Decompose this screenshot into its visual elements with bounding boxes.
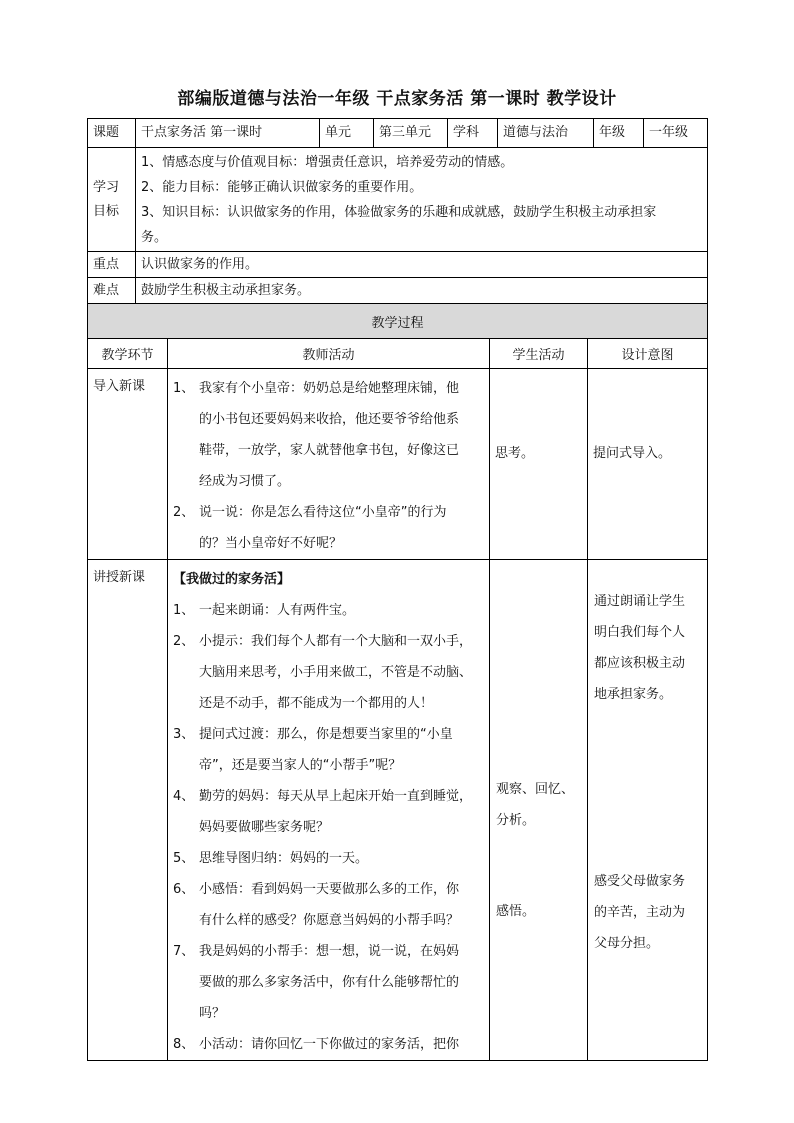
item-line: 勤劳的妈妈：每天从早上起床开始一直到睡觉， [199,789,473,804]
intro-row [88,369,708,560]
item-line: 的小书包还要妈妈来收拾，他还要爷爷给他系 [199,412,460,427]
design-note: 感受父母做家务 [594,874,686,889]
item-number: 3、 [173,727,195,742]
item-line: 吗？ [199,1006,226,1021]
design-note: 通过朗诵让学生 [594,594,686,609]
intro-teacher-activities [168,369,490,560]
item-line: 思维导图归纳：妈妈的一天。 [199,851,369,866]
topic-value: 干点家务活 第一课时 [136,119,320,148]
item-number: 7、 [173,944,195,959]
objective-line: 务。 [141,229,168,245]
key-point-label: 重点 [88,252,136,278]
column-header-teacher: 教师活动 [168,339,490,369]
design-note: 地承担家务。 [594,687,673,702]
objective-line: 2、能力目标：能够正确认识做家务的重要作用。 [141,179,423,195]
item-number: 4、 [173,789,195,804]
section-subheading: 【我做过的家务活】 [173,572,291,587]
item-line: 帝”，还是要当家人的“小帮手”呢？ [199,758,402,773]
item-line: 经成为习惯了。 [199,474,291,489]
lesson-row [88,560,708,1061]
lesson-info-table [87,118,708,304]
lesson-design-intent [588,560,708,1061]
item-line: 小活动：请你回忆一下你做过的家务活，把你 [199,1037,460,1052]
list-item [173,936,485,1029]
item-line: 大脑用来思考，小手用来做工，不管是不动脑、 [199,665,473,680]
stage-intro: 导入新课 [88,369,168,560]
design-note: 都应该积极主动 [594,656,686,671]
objectives-label-line-2: 目标 [93,203,120,219]
student-note: 观察、回忆、 [496,782,575,797]
intro-student-activity: 思考。 [490,369,588,560]
topic-label: 课题 [88,119,136,148]
lesson-student-activities [490,560,588,1061]
student-note: 感悟。 [496,904,536,919]
item-line: 的？当小皇帝好不好呢？ [199,536,343,551]
unit-value: 第三单元 [374,119,448,148]
item-number: 2、 [173,634,195,649]
list-item [173,781,485,843]
stage-lesson: 讲授新课 [88,560,168,1061]
item-line: 小感悟：看到妈妈一天要做那么多的工作，你 [199,882,460,897]
unit-label: 单元 [320,119,374,148]
objective-line: 3、知识目标：认识做家务的作用，体验做家务的乐趣和成就感，鼓励学生积极主动承担家 [141,204,657,220]
item-number: 8、 [173,1037,195,1052]
objectives-label-line-1: 学习 [93,179,120,195]
list-item [173,373,485,497]
column-header-student: 学生活动 [490,339,588,369]
item-line: 一起来朗诵：人有两件宝。 [199,603,356,618]
grade-value: 一年级 [644,119,708,148]
subject-value: 道德与法治 [498,119,594,148]
key-point-value: 认识做家务的作用。 [136,252,708,278]
item-line: 要做的那么多家务活中，你有什么能够帮忙的 [199,975,460,990]
design-note: 的辛苦，主动为 [594,905,686,920]
list-item [173,626,485,719]
document-title: 部编版道德与法治一年级 干点家务活 第一课时 教学设计 [177,89,617,109]
subject-label: 学科 [448,119,498,148]
item-number: 1、 [173,381,195,396]
item-number: 1、 [173,603,195,618]
column-header-stage: 教学环节 [88,339,168,369]
list-item [173,719,485,781]
item-line: 提问式过渡：那么，你是想要当家里的“小皇 [199,727,453,742]
lesson-teacher-activities [168,560,490,1061]
item-number: 5、 [173,851,195,866]
teaching-process-heading: 教学过程 [88,304,708,339]
item-line: 还是不动手，都不能成为一个都用的人！ [199,696,434,711]
list-item [173,497,485,559]
design-note: 父母分担。 [594,936,660,951]
item-number: 2、 [173,505,195,520]
list-item [173,874,485,936]
difficulty-value: 鼓励学生积极主动承担家务。 [136,278,708,304]
item-line: 说一说：你是怎么看待这位“小皇帝”的行为 [199,505,447,520]
item-line: 小提示：我们每个人都有一个大脑和一双小手， [199,634,473,649]
intro-design-intent: 提问式导入。 [588,369,708,560]
item-line: 妈妈要做哪些家务呢？ [199,820,330,835]
item-line: 有什么样的感受？你愿意当妈妈的小帮手吗？ [199,913,460,928]
design-note: 明白我们每个人 [594,625,686,640]
list-item [173,595,485,626]
item-line: 鞋带，一放学，家人就替他拿书包，好像这已 [199,443,460,458]
column-header-design: 设计意图 [588,339,708,369]
objectives-label [88,148,136,252]
difficulty-label: 难点 [88,278,136,304]
objectives-cell [136,148,708,252]
item-line: 我家有个小皇帝：奶奶总是给她整理床铺，他 [199,381,460,396]
item-number: 6、 [173,882,195,897]
list-item [173,1029,485,1060]
item-line: 我是妈妈的小帮手：想一想，说一说，在妈妈 [199,944,460,959]
teaching-process-table [87,303,708,1061]
list-item [173,843,485,874]
grade-label: 年级 [594,119,644,148]
student-note: 分析。 [496,813,536,828]
objective-line: 1、情感态度与价值观目标：增强责任意识，培养爱劳动的情感。 [141,154,514,170]
